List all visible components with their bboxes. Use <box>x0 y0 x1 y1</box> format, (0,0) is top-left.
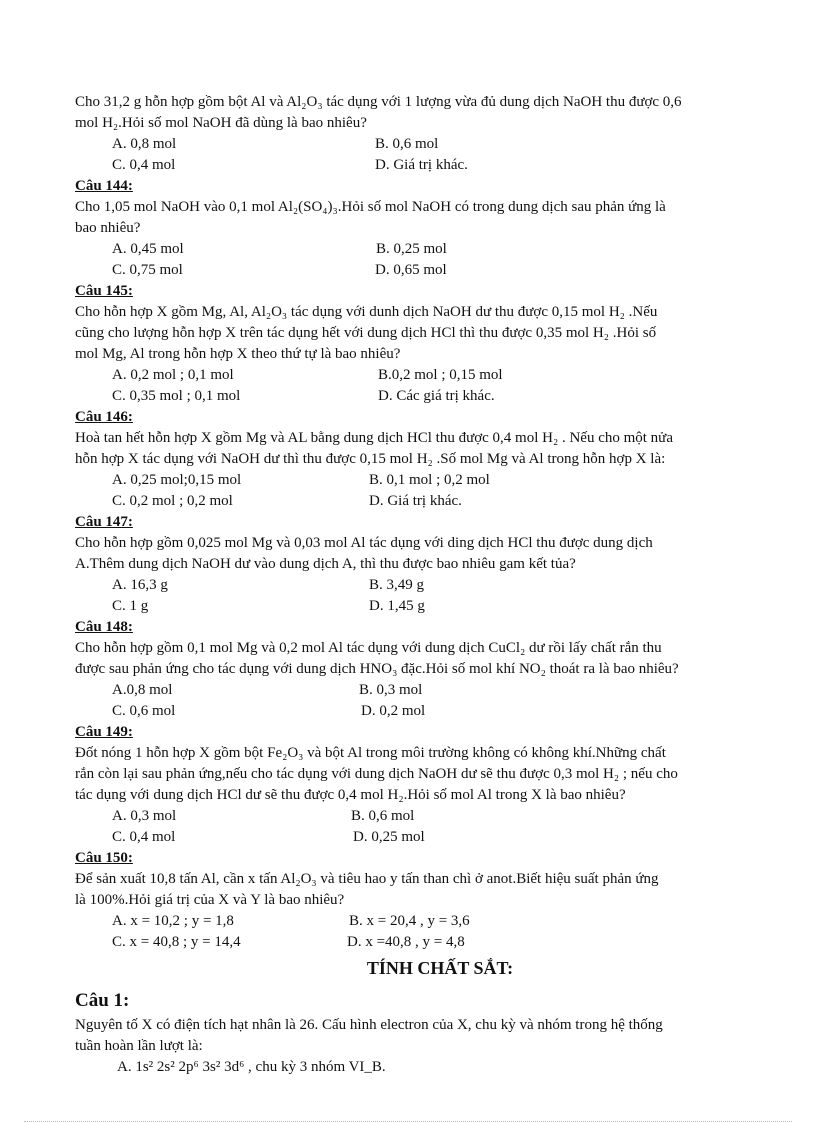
question-text-line: tác dụng với dung dịch HCl dư sẽ thu được 0,4 mol H₂.Hỏi số mol Al trong X là bao nhiêu? <box>75 787 626 803</box>
question-text-line: được sau phản ứng cho tác dụng với dung dịch HNO₃ đặc.Hỏi số mol khí NO₂ thoát ra là bao nhiêu? <box>75 661 679 677</box>
option-c: C. 0,35 mol ; 0,1 mol <box>112 388 241 404</box>
options-row <box>75 386 765 407</box>
question-label: Câu 147: <box>75 514 133 530</box>
question-text-line: rắn còn lại sau phản ứng,nếu cho tác dụng với dung dịch NaOH dư sẽ thu được 0,3 mol H₂ ; nếu cho <box>75 766 678 782</box>
options-row <box>75 932 765 953</box>
option-a: A.0,8 mol <box>112 682 173 698</box>
option-c: C. x = 40,8 ; y = 14,4 <box>112 934 241 950</box>
question-149 <box>75 722 765 848</box>
question-label: Câu 149: <box>75 724 133 740</box>
question-text-line: là 100%.Hỏi giá trị của X và Y là bao nhiêu? <box>75 892 345 908</box>
options-row <box>75 680 765 701</box>
question-144 <box>75 176 765 281</box>
option-b: B. 0,1 mol ; 0,2 mol <box>369 472 490 488</box>
question-text-line: Cho 1,05 mol NaOH vào 0,1 mol Al₂(SO₄)₃.Hỏi số mol NaOH có trong dung dịch sau phản ứng là <box>75 199 666 215</box>
question-147 <box>75 512 765 617</box>
option-c: C. 1 g <box>112 598 149 614</box>
option-c: C. 0,75 mol <box>112 262 183 278</box>
question-text-line: Cho hỗn hợp X gồm Mg, Al, Al₂O₃ tác dụng với dunh dịch NaOH dư thu được 0,15 mol H₂ .Nếu <box>75 304 658 320</box>
option-d: D. Giá trị khác. <box>369 493 462 509</box>
options-row <box>75 827 765 848</box>
question-intro <box>75 92 765 176</box>
question-label: Câu 148: <box>75 619 133 635</box>
options-row <box>75 260 765 281</box>
option-a: A. 1s² 2s² 2p⁶ 3s² 3d⁶ , chu kỳ 3 nhóm VI_B. <box>117 1059 386 1075</box>
option-d: D. Giá trị khác. <box>375 157 468 173</box>
options-row <box>75 596 765 617</box>
option-b: B. x = 20,4 , y = 3,6 <box>349 913 470 929</box>
option-d: D. 1,45 g <box>369 598 425 614</box>
option-b: B. 0,3 mol <box>359 682 423 698</box>
option-a: A. 0,25 mol;0,15 mol <box>112 472 242 488</box>
question-text-line: mol H₂.Hỏi số mol NaOH đã dùng là bao nhiêu? <box>75 115 367 131</box>
option-c: C. 0,4 mol <box>112 157 176 173</box>
question-145 <box>75 281 765 407</box>
option-d: D. x =40,8 , y = 4,8 <box>347 934 465 950</box>
option-a: A. 0,3 mol <box>112 808 177 824</box>
question-label: Câu 1: <box>75 990 130 1011</box>
question-text-line: Để sản xuất 10,8 tấn Al, cần x tấn Al₂O₃ và tiêu hao y tấn than chì ở anot.Biết hiệu suất phản ứng <box>75 871 659 887</box>
question-text-line: Cho hỗn hợp gồm 0,025 mol Mg và 0,03 mol Al tác dụng với ding dịch HCl thu được dung dịch <box>75 535 653 551</box>
option-a: A. 0,2 mol ; 0,1 mol <box>112 367 234 383</box>
question-text-line: Hoà tan hết hỗn hợp X gồm Mg và AL bằng dung dịch HCl thu được 0,4 mol H₂ . Nếu cho một nửa <box>75 430 673 446</box>
question-text-line: mol Mg, Al trong hỗn hợp X theo thứ tự là bao nhiêu? <box>75 346 401 362</box>
options-row <box>75 911 765 932</box>
options-row <box>75 134 765 155</box>
question-label: Câu 150: <box>75 850 133 866</box>
section-title: TÍNH CHẤT SẮT: <box>366 958 514 978</box>
options-row <box>75 155 765 176</box>
option-c: C. 0,4 mol <box>112 829 176 845</box>
document-page <box>75 92 765 1078</box>
option-b: B.0,2 mol ; 0,15 mol <box>378 367 503 383</box>
options-row <box>75 806 765 827</box>
option-b: B. 3,49 g <box>369 577 425 593</box>
option-a: A. 0,8 mol <box>112 136 177 152</box>
question-146 <box>75 407 765 512</box>
question-text-line: hỗn hợp X tác dụng với NaOH dư thì thu được 0,15 mol H₂ .Số mol Mg và Al trong hỗn hợp X là: <box>75 451 666 467</box>
question-label: Câu 146: <box>75 409 133 425</box>
question-text-line: Đốt nóng 1 hỗn hợp X gồm bột Fe₂O₃ và bột Al trong môi trường không có không khí.Những chất <box>75 745 666 761</box>
question-text-line: Cho 31,2 g hỗn hợp gồm bột Al và Al₂O₃ tác dụng với 1 lượng vừa đủ dung dịch NaOH thu được 0,6 <box>75 94 682 110</box>
question-150 <box>75 848 765 953</box>
option-d: D. Các giá trị khác. <box>378 388 495 404</box>
question-text-line: Cho hỗn hợp gồm 0,1 mol Mg và 0,2 mol Al tác dụng với dung dịch CuCl₂ dư rồi lấy chất rắn thu <box>75 640 662 656</box>
question-text-line: bao nhiêu? <box>75 220 141 236</box>
options-row <box>75 575 765 596</box>
page-bottom-divider <box>24 1121 792 1122</box>
options-row <box>75 365 765 386</box>
question-text-line: tuần hoàn lần lượt là: <box>75 1038 203 1054</box>
option-a: A. 16,3 g <box>112 577 168 593</box>
option-c: C. 0,2 mol ; 0,2 mol <box>112 493 233 509</box>
option-d: D. 0,25 mol <box>353 829 425 845</box>
question-label: Câu 144: <box>75 178 133 194</box>
options-row <box>75 239 765 260</box>
question-148 <box>75 617 765 722</box>
option-a: A. x = 10,2 ; y = 1,8 <box>112 913 234 929</box>
option-a: A. 0,45 mol <box>112 241 184 257</box>
options-row <box>75 470 765 491</box>
option-b: B. 0,25 mol <box>376 241 447 257</box>
option-c: C. 0,6 mol <box>112 703 176 719</box>
question-text-line: cũng cho lượng hỗn hợp X trên tác dụng hết với dung dịch HCl thì thu được 0,35 mol H₂ .Hỏi số <box>75 325 657 341</box>
question-label: Câu 145: <box>75 283 133 299</box>
option-b: B. 0,6 mol <box>351 808 415 824</box>
question-text-line: Nguyên tố X có điện tích hạt nhân là 26. Cấu hình electron của X, chu kỳ và nhóm trong hệ thống <box>75 1017 663 1033</box>
options-row <box>75 491 765 512</box>
option-d: D. 0,2 mol <box>361 703 426 719</box>
option-d: D. 0,65 mol <box>375 262 447 278</box>
option-b: B. 0,6 mol <box>375 136 439 152</box>
question-text-line: A.Thêm dung dịch NaOH dư vào dung dịch A, thì thu được bao nhiêu gam kết tủa? <box>75 556 576 572</box>
options-row <box>75 701 765 722</box>
